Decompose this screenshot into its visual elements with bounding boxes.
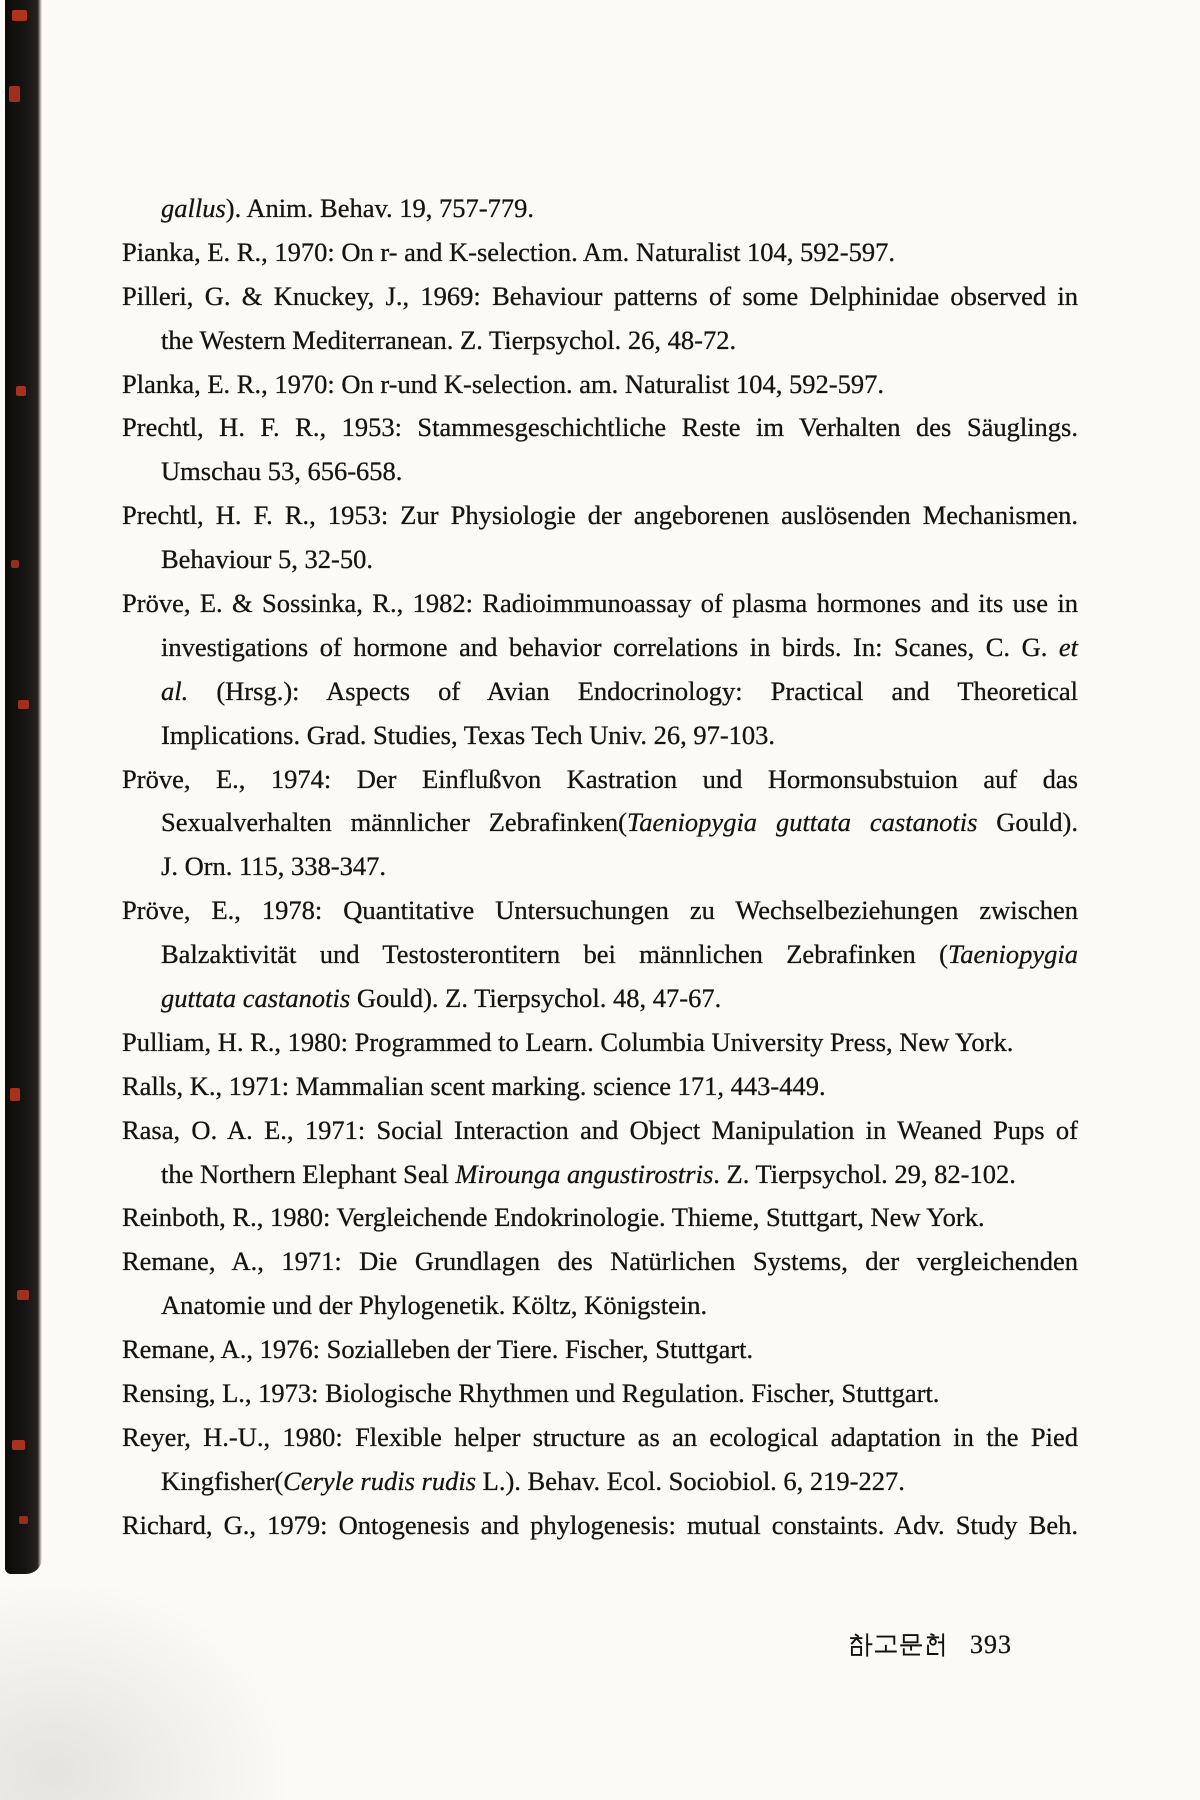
scan-speck: [12, 1440, 25, 1450]
reference-line: Richard, G., 1979: Ontogenesis and phylogenesis: mutual constaints. Adv. Study Beh.: [122, 1509, 1078, 1540]
reference-line: Kingfisher(Ceryle rudis rudis L.). Behav. Ecol. Sociobiol. 6, 219-227.: [161, 1465, 905, 1496]
reference-line: Anatomie und der Phylogenetik. Költz, Königstein.: [161, 1290, 708, 1321]
page-footer: [850, 1629, 1012, 1661]
reference-line: the Northern Elephant Seal Mirounga angustirostris. Z. Tierpsychol. 29, 82-102.: [161, 1158, 1016, 1189]
reference-line: J. Orn. 115, 338-347.: [161, 851, 386, 882]
reference-line: Behaviour 5, 32-50.: [161, 544, 373, 575]
reference-line: Reinboth, R., 1980: Vergleichende Endokrinologie. Thieme, Stuttgart, New York.: [122, 1202, 985, 1233]
reference-line: Rasa, O. A. E., 1971: Social Interaction and Object Manipulation in Weaned Pups of: [122, 1114, 1078, 1145]
reference-line: al. (Hrsg.): Aspects of Avian Endocrinology: Practical and Theoretical: [161, 675, 1078, 706]
scan-speck: [10, 1088, 20, 1101]
scan-corner-shadow: [0, 1570, 300, 1800]
reference-line: Remane, A., 1971: Die Grundlagen des Natürlichen Systems, der vergleichenden: [122, 1246, 1078, 1277]
scan-speck: [17, 1290, 29, 1300]
reference-line: investigations of hormone and behavior correlations in birds. In: Scanes, C. G. et: [161, 631, 1078, 662]
scan-speck: [19, 1516, 28, 1524]
footer-korean-label: [850, 1633, 950, 1657]
reference-line: Rensing, L., 1973: Biologische Rhythmen und Regulation. Fischer, Stuttgart.: [122, 1378, 940, 1409]
scan-speck: [18, 700, 29, 709]
reference-line: Umschau 53, 656-658.: [161, 456, 403, 487]
reference-line: Pianka, E. R., 1970: On r- and K-selection. Am. Naturalist 104, 592-597.: [122, 236, 896, 267]
reference-line: Sexualverhalten männlicher Zebrafinken(Taeniopygia guttata castanotis Gould).: [161, 807, 1078, 838]
reference-line: Planka, E. R., 1970: On r-und K-selection. am. Naturalist 104, 592-597.: [122, 368, 884, 399]
scan-speck: [16, 386, 26, 396]
reference-line: Pröve, E. & Sossinka, R., 1982: Radioimmunoassay of plasma hormones and its use in: [122, 588, 1078, 619]
reference-line: Pulliam, H. R., 1980: Programmed to Learn. Columbia University Press, New York.: [122, 1026, 1014, 1057]
reference-line: Ralls, K., 1971: Mammalian scent marking. science 171, 443-449.: [122, 1070, 826, 1101]
reference-line: Balzaktivität und Testosterontitern bei männlichen Zebrafinken (Taeniopygia: [161, 939, 1078, 970]
reference-line: guttata castanotis Gould). Z. Tierpsychol. 48, 47-67.: [161, 983, 722, 1014]
reference-line: gallus). Anim. Behav. 19, 757-779.: [161, 193, 534, 223]
reference-line: Pröve, E., 1974: Der Einflußvon Kastration und Hormonsubstuion auf das: [122, 763, 1078, 794]
reference-line: the Western Mediterranean. Z. Tierpsychol. 26, 48-72.: [161, 324, 737, 355]
scan-speck: [11, 560, 19, 568]
reference-line: Prechtl, H. F. R., 1953: Zur Physiologie der angeborenen auslösenden Mechanismen.: [122, 500, 1078, 531]
reference-list: [122, 187, 1078, 1548]
reference-line: Reyer, H.-U., 1980: Flexible helper structure as an ecological adaptation in the Pied: [122, 1421, 1078, 1452]
scan-edge-artifact: [5, 0, 42, 1574]
page-number: 393: [970, 1630, 1012, 1659]
scan-speck: [12, 10, 27, 21]
hangul-glyph-drawing: [850, 1633, 950, 1657]
reference-line: Pilleri, G. & Knuckey, J., 1969: Behaviour patterns of some Delphinidae observed in: [122, 280, 1078, 311]
reference-line: Pröve, E., 1978: Quantitative Untersuchungen zu Wechselbeziehungen zwischen: [122, 895, 1078, 926]
scan-speck: [9, 86, 20, 102]
reference-line: Implications. Grad. Studies, Texas Tech Univ. 26, 97-103.: [161, 719, 776, 750]
reference-line: Remane, A., 1976: Sozialleben der Tiere. Fischer, Stuttgart.: [122, 1334, 754, 1365]
reference-line: Prechtl, H. F. R., 1953: Stammesgeschichtliche Reste im Verhalten des Säuglings.: [122, 412, 1078, 443]
